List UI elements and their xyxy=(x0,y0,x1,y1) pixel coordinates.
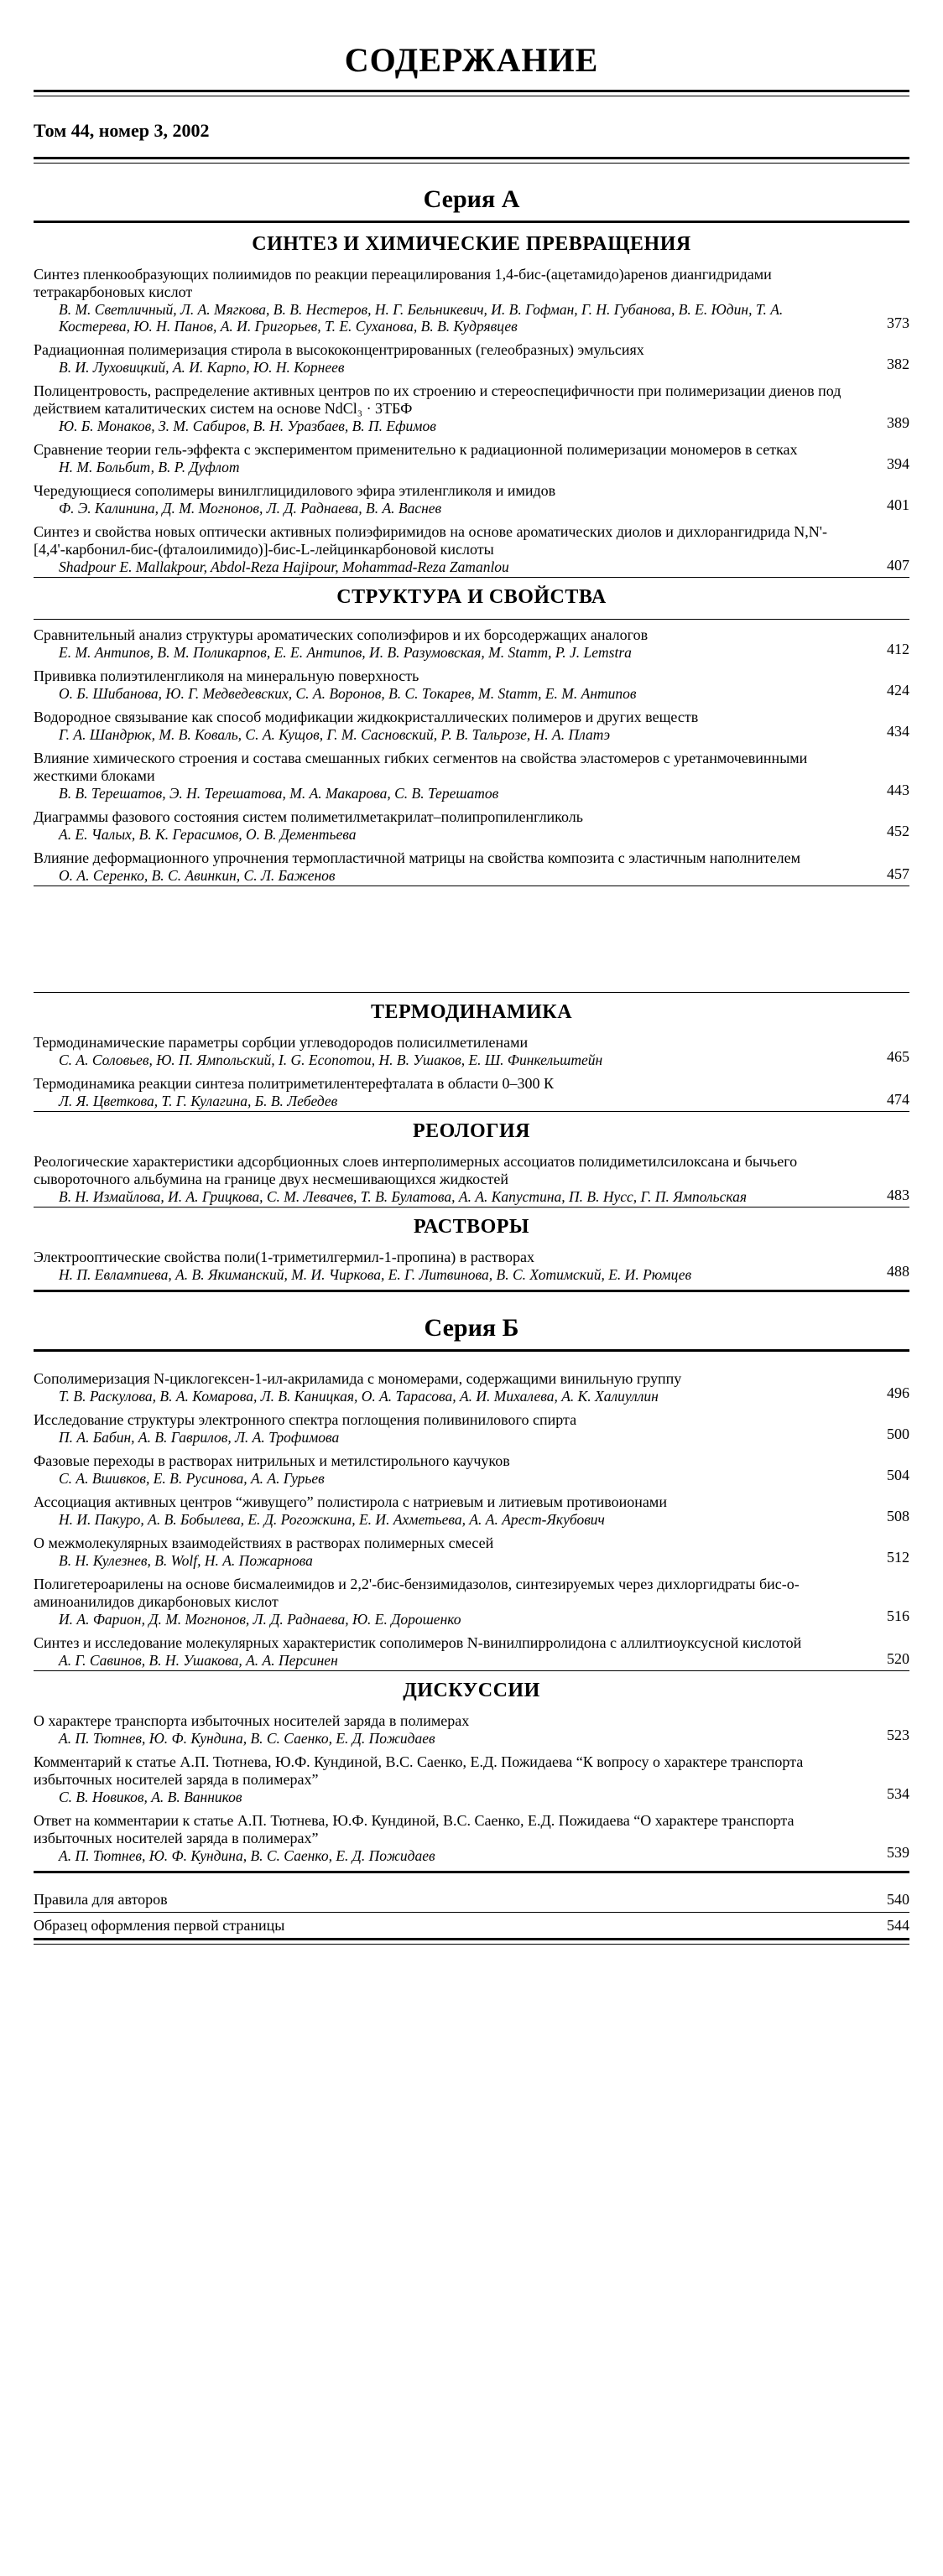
entry-authors: Е. М. Антипов, В. М. Поликарпов, Е. Е. Антипов, И. В. Разумовская, M. Stamm, P. J. Lemstra xyxy=(59,644,632,661)
entry-authors: Ф. Э. Калинина, Д. М. Могнонов, Л. Д. Раднаева, В. А. Васнев xyxy=(59,500,442,517)
entry-authors: О. А. Серенко, В. С. Авинкин, С. Л. Баженов xyxy=(59,867,336,884)
entry-title: Влияние деформационного упрочнения термопластичной матрицы на свойства композита с эластичным наполнителем xyxy=(34,849,800,866)
discussions-rule xyxy=(34,1871,909,1873)
entry-page: 457 xyxy=(887,865,909,882)
entry-authors: Ю. Б. Монаков, З. М. Сабиров, В. Н. Уразбаев, В. П. Ефимов xyxy=(59,418,436,434)
entry-title: Сравнение теории гель-эффекта с экспериментом применительно к радиационной полимеризации мономеров в сетках xyxy=(34,441,798,458)
entry-page: 544 xyxy=(887,1917,909,1934)
entry-title: Ответ на комментарии к статье А.П. Тютнева, Ю.Ф. Кундиной, В.С. Саенко, Е.Д. Пожидаева “О характере транспорта избыточных носителей заряда в полимерах” xyxy=(34,1812,795,1846)
toc-entry[interactable] xyxy=(34,1634,909,1671)
section-solutions xyxy=(34,1249,909,1283)
section-title: СИНТЕЗ И ХИМИЧЕСКИЕ ПРЕВРАЩЕНИЯ xyxy=(252,233,691,255)
bottom-rule xyxy=(34,1938,909,1945)
entry-title: Синтез и исследование молекулярных характеристик сополимеров N-винилпирролидона с аллилтиоуксусной кислотой xyxy=(34,1634,802,1651)
entry-title: Полигетероарилены на основе бисмалеимидов и 2,2'-бис-бензимидазолов, синтезируемых через дихлоргидраты бис-о-аминоанилидов дикарбоновых кислот xyxy=(34,1576,800,1610)
entry-title: Образец оформления первой страницы xyxy=(34,1917,285,1934)
toc-entry[interactable] xyxy=(34,1712,909,1747)
series-b-rule xyxy=(34,1349,909,1352)
section-thermodynamics xyxy=(34,1034,909,1112)
entry-title: Комментарий к статье А.П. Тютнева, Ю.Ф. Кундиной, В.С. Саенко, Е.Д. Пожидаева “К вопросу о характере транспорта избыточных носителей заряда в полимерах” xyxy=(34,1753,804,1788)
entry-page: 540 xyxy=(887,1891,909,1908)
entry-title: Диаграммы фазового состояния систем полиметилметакрилат–полипропиленгликоль xyxy=(34,808,583,825)
entry-title: Правила для авторов xyxy=(34,1891,168,1908)
section-title: РЕОЛОГИЯ xyxy=(413,1120,530,1142)
entry-title: Ассоциация активных центров “живущего” полистирола с натриевым и литиевым противоионами xyxy=(34,1493,667,1510)
toc-entry[interactable] xyxy=(34,341,909,376)
entry-authors: О. Б. Шибанова, Ю. Г. Медведевских, С. А. Воронов, В. С. Токарев, M. Stamm, Е. М. Антипов xyxy=(59,685,637,702)
entry-authors: Л. Я. Цветкова, Т. Г. Кулагина, Б. В. Лебедев xyxy=(59,1093,338,1109)
section-structure xyxy=(34,626,909,886)
entry-page: 488 xyxy=(887,1263,909,1280)
toc-entry[interactable] xyxy=(34,849,909,886)
entry-title: Полицентровость, распределение активных центров по их строению и стереоспецифичности при полимеризации диенов под действием каталитических систем на основе NdCl₃ · 3ТБФ xyxy=(34,382,841,417)
entry-authors: В. М. Светличный, Л. А. Мягкова, В. В. Нестеров, Н. Г. Бельникевич, И. В. Гофман, Г. Н. Губанова, В. Е. Юдин, Т. А. Костерева, Ю. Н. Панов, А. И. Григорьев, Т. Е. Суханова, В. В. Кудрявцев xyxy=(59,301,784,335)
toc-entry[interactable] xyxy=(34,709,909,743)
series-b-top-rule xyxy=(34,1290,909,1292)
first-page-sample-entry[interactable] xyxy=(34,1913,909,1938)
entry-title: Термодинамические параметры сорбции углеводородов полисилметиленами xyxy=(34,1034,529,1051)
toc-entry[interactable] xyxy=(34,1153,909,1208)
entry-page: 496 xyxy=(887,1384,909,1401)
entry-title: Термодинамика реакции синтеза политриметилентерефталата в области 0–300 К xyxy=(34,1075,554,1092)
entry-page: 474 xyxy=(887,1091,909,1108)
entry-title: О характере транспорта избыточных носителей заряда в полимерах xyxy=(34,1712,470,1729)
entry-authors: П. А. Бабин, А. В. Гаврилов, Л. А. Трофимова xyxy=(59,1429,340,1446)
entry-authors: Г. А. Шандрюк, М. В. Коваль, С. А. Кущов, Г. М. Сасновский, Р. В. Тальрозе, Н. А. Платэ xyxy=(59,726,611,743)
section-title: ТЕРМОДИНАМИКА xyxy=(370,1001,573,1023)
entry-authors: В. И. Луховицкий, А. И. Карпо, Ю. Н. Корнеев xyxy=(59,359,345,376)
entry-title: Реологические характеристики адсорбционных слоев интерполимерных ассоциатов полидиметилсилоксана и бычьего сывороточного альбумина на границе двух несмешивающихся жидкостей xyxy=(34,1153,798,1187)
entry-page: 500 xyxy=(887,1426,909,1442)
title-rule xyxy=(34,90,909,96)
toc-entry[interactable] xyxy=(34,1411,909,1446)
section-synthesis xyxy=(34,266,909,578)
section-title: РАСТВОРЫ xyxy=(414,1216,529,1238)
toc-entry[interactable] xyxy=(34,266,909,335)
entry-title: О межмолекулярных взаимодействиях в растворах полимерных смесей xyxy=(34,1535,494,1551)
volume-info: Том 44, номер 3, 2002 xyxy=(34,120,210,141)
entry-authors: Н. М. Больбит, В. Р. Дуфлот xyxy=(59,459,240,475)
series-b-title: Серия Б xyxy=(424,1314,519,1342)
toc-entry[interactable] xyxy=(34,1753,909,1805)
toc-entry[interactable] xyxy=(34,1452,909,1487)
series-b-list xyxy=(34,1370,909,1671)
section-rule xyxy=(34,992,909,993)
volume-rule xyxy=(34,157,909,164)
toc-entry[interactable] xyxy=(34,808,909,843)
toc-entry[interactable] xyxy=(34,482,909,517)
entry-page: 508 xyxy=(887,1508,909,1524)
entry-page: 412 xyxy=(887,641,909,657)
entry-authors: А. П. Тютнев, Ю. Ф. Кундина, В. С. Саенко, Е. Д. Пожидаев xyxy=(59,1847,435,1864)
toc-entry[interactable] xyxy=(34,1493,909,1528)
entry-title: Синтез пленкообразующих полиимидов по реакции переацилирования 1,4-бис-(ацетамидо)аренов диангидридами тетракарбоновых кислот xyxy=(34,266,772,300)
entry-title: Синтез и свойства новых оптически активных полиэфиримидов на основе ароматических диолов и дихлорангидрида N,N'-[4,4'-карбонил-бис-(фталоилимидо)]-бис-L-лейцинкарбоновой кислоты xyxy=(34,523,827,558)
entry-page: 382 xyxy=(887,356,909,372)
entry-page: 452 xyxy=(887,823,909,839)
entry-page: 523 xyxy=(887,1727,909,1743)
authors-guidelines-entry[interactable] xyxy=(34,1887,909,1912)
toc-entry[interactable] xyxy=(34,441,909,475)
entry-page: 504 xyxy=(887,1467,909,1483)
entry-title: Сравнительный анализ структуры ароматических сополиэфиров и их борсодержащих аналогов xyxy=(34,626,649,643)
column-gap xyxy=(34,893,909,992)
toc-entry[interactable] xyxy=(34,626,909,661)
toc-entry[interactable] xyxy=(34,1535,909,1569)
entry-page: 483 xyxy=(887,1187,909,1203)
entry-page: 534 xyxy=(887,1785,909,1802)
contents-page xyxy=(34,34,909,1945)
entry-authors: И. А. Фарион, Д. М. Могнонов, Л. Д. Раднаева, Ю. Е. Дорошенко xyxy=(59,1611,461,1628)
entry-page: 407 xyxy=(887,557,909,574)
toc-entry[interactable] xyxy=(34,1812,909,1864)
toc-entry[interactable] xyxy=(34,667,909,702)
entry-page: 373 xyxy=(887,314,909,331)
section-title: СТРУКТУРА И СВОЙСТВА xyxy=(336,586,607,608)
toc-entry[interactable] xyxy=(34,1075,909,1112)
entry-page: 389 xyxy=(887,414,909,431)
entry-page: 443 xyxy=(887,782,909,798)
entry-title: Сополимеризация N-циклогексен-1-ил-акриламида с мономерами, содержащими винильную группу xyxy=(34,1370,682,1387)
entry-page: 512 xyxy=(887,1549,909,1566)
entry-authors: Н. И. Пакуро, А. В. Бобылева, Е. Д. Рогожкина, Е. И. Ахметьева, А. А. Арест-Якубович xyxy=(59,1511,605,1528)
entry-authors: С. В. Новиков, А. В. Ванников xyxy=(59,1789,242,1805)
entry-page: 424 xyxy=(887,682,909,699)
section-rule xyxy=(34,619,909,620)
entry-page: 516 xyxy=(887,1607,909,1624)
entry-authors: С. А. Вшивков, Е. В. Русинова, А. А. Гурьев xyxy=(59,1470,325,1487)
entry-authors: Shadpour E. Mallakpour, Abdol-Reza Hajipour, Mohammad-Reza Zamanlou xyxy=(59,558,509,575)
entry-page: 539 xyxy=(887,1844,909,1861)
entry-title: Электрооптические свойства поли(1-триметилгермил-1-пропина) в растворах xyxy=(34,1249,534,1265)
entry-page: 434 xyxy=(887,723,909,740)
entry-title: Прививка полиэтиленгликоля на минеральную поверхность xyxy=(34,667,419,684)
entry-authors: А. П. Тютнев, Ю. Ф. Кундина, В. С. Саенко, Е. Д. Пожидаев xyxy=(59,1730,435,1747)
toc-entry[interactable] xyxy=(34,1370,909,1405)
entry-page: 394 xyxy=(887,455,909,472)
toc-entry[interactable] xyxy=(34,1034,909,1068)
entry-authors: А. Г. Савинов, В. Н. Ушакова, А. А. Персинен xyxy=(59,1652,338,1669)
entry-page: 520 xyxy=(887,1650,909,1667)
toc-entry[interactable] xyxy=(34,750,909,802)
entry-authors: А. Е. Чалых, В. К. Герасимов, О. В. Дементьева xyxy=(59,826,357,843)
entry-authors: С. А. Соловьев, Ю. П. Ямпольский, I. G. Economou, Н. В. Ушаков, Е. Ш. Финкельштейн xyxy=(59,1052,603,1068)
entry-authors: В. Н. Измайлова, И. А. Грицкова, С. М. Левачев, Т. В. Булатова, А. А. Капустина, П. В. Нусс, Г. П. Ямпольская xyxy=(59,1188,748,1205)
toc-entry[interactable] xyxy=(34,1249,909,1283)
section-discussions xyxy=(34,1712,909,1864)
section-title: ДИСКУССИИ xyxy=(403,1680,540,1701)
entry-page: 401 xyxy=(887,496,909,513)
entry-title: Радиационная полимеризация стирола в высококонцентрированных (гелеобразных) эмульсиях xyxy=(34,341,644,358)
entry-title: Фазовые переходы в растворах нитрильных и метилстирольного каучуков xyxy=(34,1452,510,1469)
section-rheology xyxy=(34,1153,909,1208)
entry-authors: Н. П. Евлампиева, А. В. Якиманский, М. И. Чиркова, Е. Г. Литвинова, В. С. Хотимский, Е. И. Рюмцев xyxy=(59,1266,692,1283)
page-title: СОДЕРЖАНИЕ xyxy=(344,41,599,79)
entry-title: Влияние химического строения и состава смешанных гибких сегментов на свойства эластомеров с уретанмочевинными жесткими блоками xyxy=(34,750,808,784)
toc-entry[interactable] xyxy=(34,523,909,578)
series-a-title: Серия А xyxy=(423,185,520,213)
entry-page: 465 xyxy=(887,1048,909,1065)
toc-entry[interactable] xyxy=(34,1576,909,1628)
entry-authors: В. Н. Кулезнев, B. Wolf, Н. А. Пожарнова xyxy=(59,1552,313,1569)
entry-title: Чередующиеся сополимеры винилглицидилового эфира этиленгликоля и имидов xyxy=(34,482,556,499)
entry-title: Водородное связывание как способ модификации жидкокристаллических полимеров и других веществ xyxy=(34,709,699,725)
series-a-rule xyxy=(34,221,909,223)
entry-authors: В. В. Терешатов, Э. Н. Терешатова, М. А. Макарова, С. В. Терешатов xyxy=(59,785,499,802)
entry-title: Исследование структуры электронного спектра поглощения поливинилового спирта xyxy=(34,1411,577,1428)
entry-authors: Т. В. Раскулова, В. А. Комарова, Л. В. Каницкая, О. А. Тарасова, А. И. Михалева, А. К. Халиуллин xyxy=(59,1388,659,1405)
toc-entry[interactable] xyxy=(34,382,909,434)
